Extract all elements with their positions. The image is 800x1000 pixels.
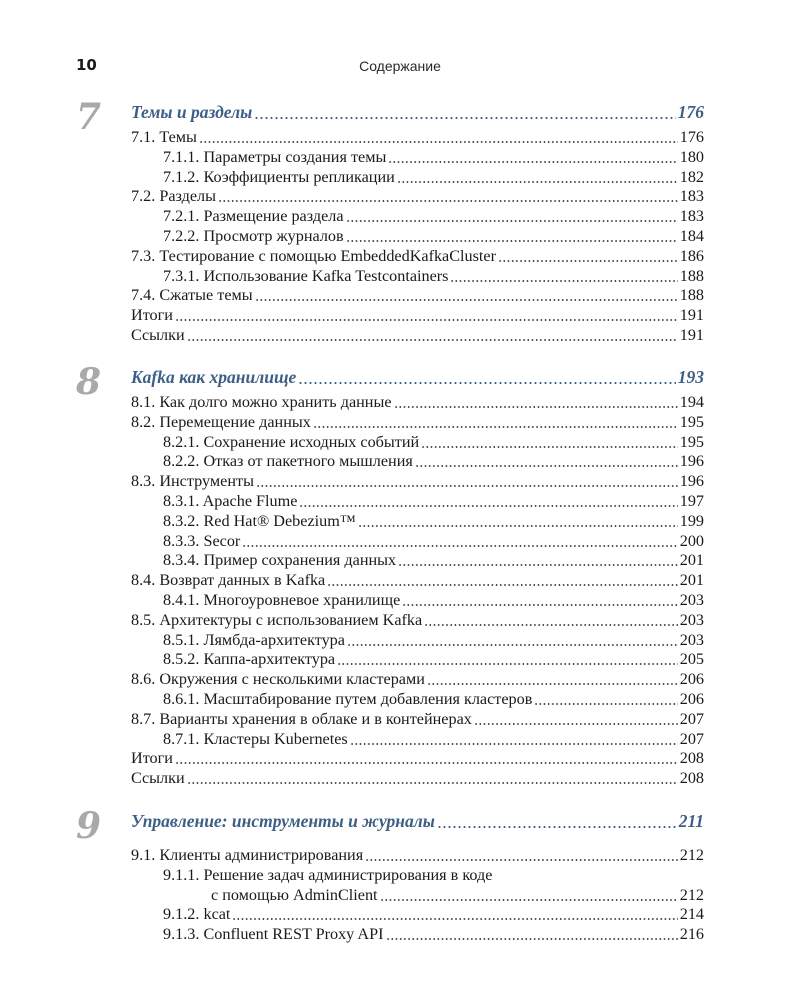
toc-entry[interactable] [163, 924, 704, 944]
dot-leader [386, 924, 678, 944]
toc-entry[interactable] [163, 729, 704, 749]
dot-leader [421, 432, 678, 452]
toc-entry-title: 7.1.1. Параметры создания темы [163, 147, 387, 166]
toc-entry-page: 196 [679, 472, 704, 491]
dot-leader [175, 305, 678, 325]
toc-entry[interactable] [131, 305, 704, 325]
toc-entry[interactable] [131, 246, 704, 266]
dot-leader [199, 127, 678, 147]
dot-leader [347, 630, 678, 650]
chapter-title-line[interactable] [131, 100, 704, 124]
toc-entry-title: 8.6.1. Масштабирование путем добавления кластеров [163, 690, 533, 708]
dot-leader [402, 590, 677, 610]
toc-entry[interactable] [163, 630, 704, 650]
toc-entry-title: 7.3. Тестирование с помощью EmbeddedKafkaCluster [131, 246, 497, 265]
toc-entry-page: 191 [679, 326, 704, 344]
chapter-number: 9 [76, 805, 102, 847]
toc-entry[interactable] [163, 147, 704, 167]
toc-entry-title: 8.5.1. Лямбда-архитектура [163, 630, 345, 649]
toc-entry-title: Ссылки [131, 326, 185, 344]
toc-entry-title: с помощью AdminClient [211, 885, 378, 904]
toc-entry-title: Итоги [131, 306, 173, 325]
toc-entry[interactable] [131, 392, 704, 412]
toc-entry[interactable] [163, 266, 704, 286]
toc-entry-page: 203 [679, 591, 704, 609]
toc-entry[interactable] [163, 904, 704, 924]
toc-entry[interactable] [163, 550, 704, 570]
toc-entry-title: 9.1.3. Confluent REST Proxy API [163, 925, 384, 944]
chapter-number: 7 [76, 96, 102, 138]
toc-entry-title: 7.1. Темы [131, 128, 197, 146]
toc-entry[interactable] [163, 531, 704, 551]
toc-entry[interactable] [131, 570, 704, 590]
dot-leader [358, 511, 678, 531]
chapter-title-line[interactable] [131, 365, 704, 389]
toc-entry-title: 8.3.1. Apache Flume [163, 492, 298, 510]
chapter-title-line[interactable] [131, 809, 704, 833]
toc-entry[interactable] [163, 451, 704, 471]
toc-entry-page: 206 [679, 690, 704, 708]
toc-entry[interactable] [163, 167, 704, 187]
dot-leader [242, 531, 677, 551]
toc-entry[interactable] [211, 885, 704, 905]
toc-entry-title: 8.2. Перемещение данных [131, 412, 311, 431]
toc-entry-page: 188 [679, 266, 704, 285]
toc-entry[interactable] [163, 689, 704, 709]
toc-entry[interactable] [163, 865, 704, 885]
toc-entry-title: 8.3.3. Secor [163, 531, 241, 550]
toc-entry[interactable] [163, 511, 704, 531]
dot-leader [232, 904, 677, 924]
toc-entry-title: 8.3.4. Пример сохранения данных [163, 551, 397, 570]
toc-entry-page: 194 [679, 393, 704, 411]
toc-entry-title: 7.4. Сжатые темы [131, 286, 253, 305]
toc-entry[interactable] [163, 491, 704, 511]
toc-entry-title: 9.1.1. Решение задач администрирования в коде [163, 865, 493, 884]
toc-entry-page: 183 [679, 187, 704, 206]
toc-entry[interactable] [163, 206, 704, 226]
toc-entry[interactable] [131, 610, 704, 630]
chapter-page-number: 211 [678, 811, 704, 831]
toc-entry[interactable] [131, 127, 704, 147]
toc-entry-title: 8.1. Как долго можно хранить данные [131, 393, 392, 411]
toc-entry-page: 200 [679, 531, 704, 550]
dot-leader [498, 246, 678, 266]
toc-entry-page: 186 [679, 246, 704, 265]
toc-entry-page: 207 [679, 729, 704, 748]
chapter-page-number: 176 [677, 102, 704, 122]
toc-entry-title: 7.1.2. Коэффициенты репликации [163, 167, 395, 186]
toc-entry-title: 8.5.2. Каппа-архитектура [163, 650, 336, 669]
toc-entry-title: 7.2.1. Размещение раздела [163, 207, 344, 226]
toc-entry-title: 9.1.2. kcat [163, 905, 231, 924]
toc-entry-title: 8.2.1. Сохранение исходных событий [163, 432, 420, 451]
dot-leader [474, 709, 678, 729]
dot-leader [256, 471, 678, 491]
toc-entry[interactable] [131, 325, 704, 345]
dot-leader [187, 325, 678, 345]
toc-entry-page: 212 [679, 885, 704, 904]
dot-leader [450, 266, 677, 286]
dot-leader [394, 392, 678, 412]
dot-leader [424, 610, 678, 630]
dot-leader [327, 570, 677, 590]
dot-leader [346, 226, 678, 246]
toc-entry[interactable] [163, 226, 704, 246]
toc-entry-title: 7.2. Разделы [131, 187, 216, 206]
toc-entry-page: 184 [679, 227, 704, 245]
toc-entry-title: 7.2.2. Просмотр журналов [163, 227, 344, 245]
toc-entry-title: Ссылки [131, 769, 185, 788]
dot-leader [337, 649, 678, 669]
toc-entry-page: 201 [679, 571, 704, 590]
toc-entry-page: 183 [679, 207, 704, 226]
toc-entry-page: 195 [679, 412, 704, 431]
chapter-page-number: 193 [677, 367, 704, 387]
toc-entry-page: 212 [679, 846, 704, 864]
toc-entry-page: 191 [679, 306, 704, 325]
toc-entry-page: 188 [679, 286, 704, 305]
toc-entry-title: 8.3.2. Red Hat® Debezium™ [163, 511, 356, 530]
dot-leader [299, 491, 677, 511]
toc-entry[interactable] [131, 412, 704, 432]
toc-entry-page: 180 [679, 147, 704, 166]
toc-entry-page: 208 [679, 769, 704, 788]
toc-entry[interactable] [131, 285, 704, 305]
toc-entry[interactable] [131, 845, 704, 865]
chapter-title: Kafka как хранилище [131, 367, 297, 387]
toc-entry-page: 214 [679, 905, 704, 924]
toc-entry-page: 197 [679, 492, 704, 510]
page-header [0, 52, 800, 76]
dot-leader [175, 748, 678, 768]
toc-entry[interactable] [131, 471, 704, 491]
dot-leader [255, 285, 678, 305]
toc-entry[interactable] [163, 432, 704, 452]
dot-leader [397, 167, 678, 187]
toc-entry-page: 208 [679, 749, 704, 768]
toc-entry[interactable] [131, 709, 704, 729]
toc-entry-page: 195 [679, 432, 704, 451]
dot-leader [298, 365, 675, 389]
dot-leader [398, 550, 678, 570]
toc-entry-title: 8.3. Инструменты [131, 472, 254, 491]
dot-leader [365, 845, 678, 865]
toc-entry-page: 216 [679, 925, 704, 944]
toc-entry-title: 8.2.2. Отказ от пакетного мышления [163, 452, 413, 471]
running-head: Содержание [359, 58, 441, 74]
dot-leader [534, 689, 677, 709]
toc-entry-page: 176 [679, 128, 704, 146]
toc-entry-title: 8.4. Возврат данных в Kafka [131, 571, 326, 590]
toc-entry-title: 7.3.1. Использование Kafka Testcontainers [163, 266, 449, 285]
dot-leader [380, 885, 678, 905]
toc-entry[interactable] [131, 186, 704, 206]
chapter-title: Управление: инструменты и журналы [131, 811, 435, 831]
toc-entry-page: 203 [679, 630, 704, 649]
toc-entry-page: 205 [679, 650, 704, 669]
toc-entry[interactable] [163, 649, 704, 669]
toc-entry-title: 8.7.1. Кластеры Kubernetes [163, 729, 348, 748]
toc-entry-title: 9.1. Клиенты администрирования [131, 846, 364, 864]
dot-leader [427, 669, 678, 689]
toc-entry[interactable] [131, 768, 704, 788]
dot-leader [313, 412, 678, 432]
toc-entry-title: 8.6. Окружения с несколькими кластерами [131, 670, 425, 689]
toc-entry-title: 8.7. Варианты хранения в облаке и в контейнерах [131, 709, 472, 728]
toc-entry-title: 8.5. Архитектуры с использованием Kafka [131, 610, 423, 629]
toc-entry[interactable] [131, 669, 704, 689]
dot-leader [254, 100, 676, 124]
dot-leader [187, 768, 678, 788]
toc-entry-page: 199 [679, 511, 704, 530]
dot-leader [388, 147, 677, 167]
dot-leader [437, 809, 677, 833]
toc-entry-page: 206 [679, 670, 704, 689]
toc-entry-title: Итоги [131, 749, 173, 768]
dot-leader [346, 206, 678, 226]
toc-entry-page: 201 [679, 551, 704, 570]
dot-leader [350, 729, 678, 749]
chapter-number: 8 [76, 361, 102, 403]
toc-entry[interactable] [163, 590, 704, 610]
toc-entry[interactable] [131, 748, 704, 768]
dot-leader [218, 186, 678, 206]
toc-entry-title: 8.4.1. Многоуровневое хранилище [163, 591, 401, 609]
chapter-title: Темы и разделы [131, 102, 253, 122]
toc-entry-page: 182 [679, 167, 704, 186]
toc-entry-page: 207 [679, 709, 704, 728]
page-number: 10 [76, 56, 97, 74]
toc-entry-page: 196 [679, 452, 704, 471]
dot-leader [415, 451, 678, 471]
toc-entry-page: 203 [679, 610, 704, 629]
